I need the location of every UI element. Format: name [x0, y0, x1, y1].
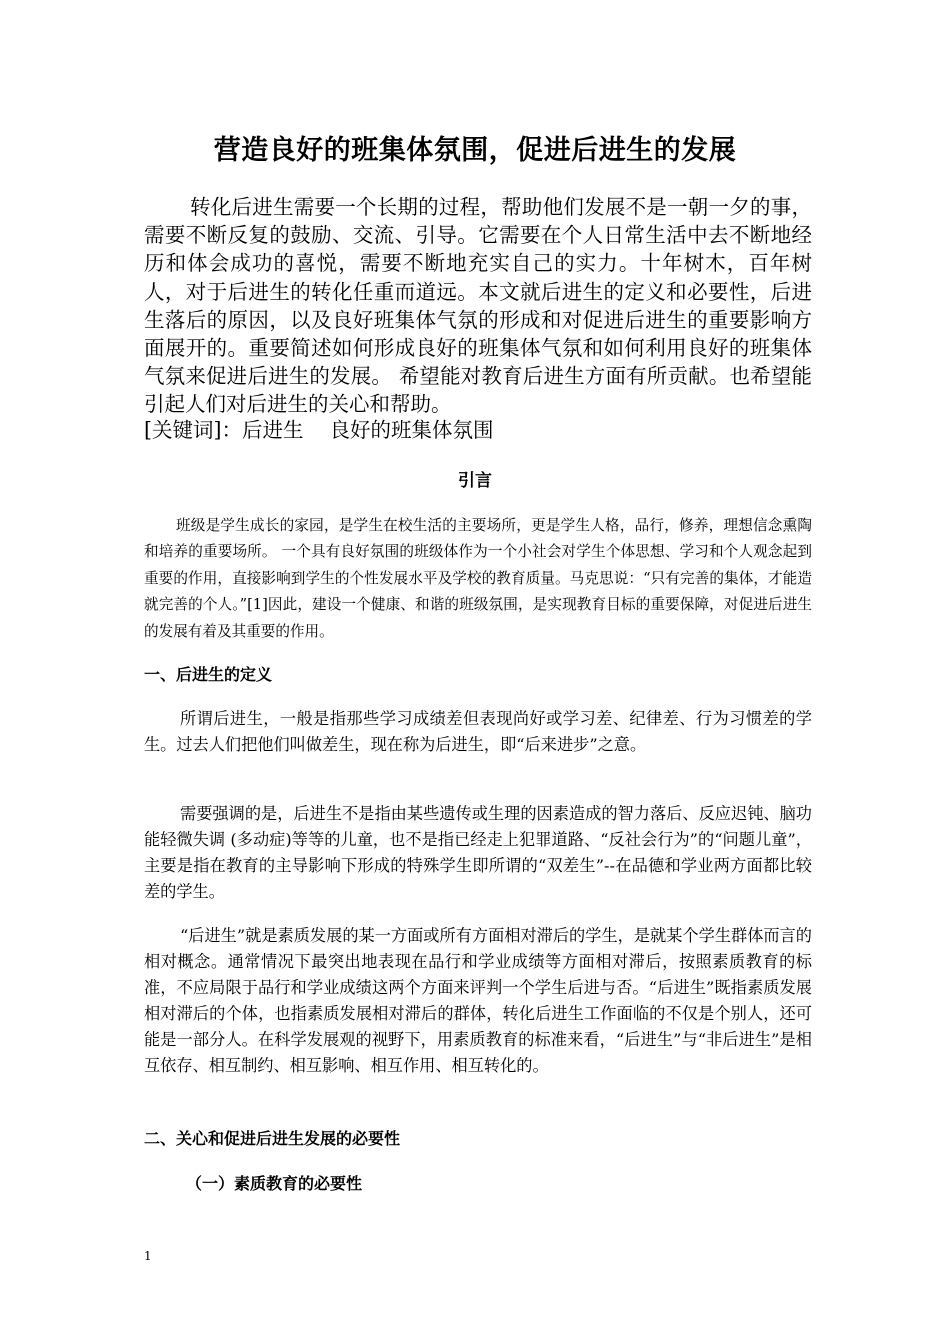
keywords-line: [关键词]：后进生 良好的班集体氛围: [144, 418, 494, 442]
section2-subheading-1: （一）素质教育的必要性: [186, 1174, 363, 1193]
intro-heading: 引言: [458, 471, 492, 491]
section2-heading: 二、关心和促进后进生发展的必要性: [144, 1129, 401, 1148]
intro-paragraph: 班级是学生成长的家园，是学生在校生活的主要场所，更是学生人格，品行，修养，理想信念熏陶和培养的重要场所。 一个具有良好氛围的班级体作为一个小社会对学生个体思想、学习和个人观念起到重要的作用，直接影响到学生的个性发展水平及学校的教育质量。马克思说：“只有完善的集体，才能造就完善的个人。”[1]因此，建设一个健康、和谐的班级氛围，是实现教育目标的重要保障，对促进后进生的发展有着及其重要的作用。: [144, 517, 812, 640]
section1-paragraph-3: “后进生”就是素质发展的某一方面或所有方面相对滞后的学生，是就某个学生群体而言的相对概念。通常情况下最突出地表现在品行和学业成绩等方面相对滞后，按照素质教育的标准，不应局限于品行和学业成绩这两个方面来评判一个学生后进与否。“后进生”既指素质发展相对滞后的个体，也指素质发展相对滞后的群体，转化后进生工作面临的不仅是个别人，还可能是一部分人。在科学发展观的视野下，用素质教育的标准来看，“后进生”与“非后进生”是相互依存、相互制约、相互影响、相互作用、相互转化的。: [144, 926, 812, 1075]
page-number: 1: [144, 1249, 152, 1263]
section1-paragraph-2: 需要强调的是，后进生不是指由某些遗传或生理的因素造成的智力落后、反应迟钝、脑功能轻微失调 (多动症)等等的儿童，也不是指已经走上犯罪道路、“反社会行为”的“问题儿童”，主要是指在教育的主导影响下形成的特殊学生即所谓的“双差生”--在品德和学业两方面都比较差的学生。: [144, 804, 812, 901]
section1-heading: 一、后进生的定义: [144, 665, 273, 684]
section1-paragraph-1: 所谓后进生，一般是指那些学习成绩差但表现尚好或学习差、纪律差、行为习惯差的学生。过去人们把他们叫做差生，现在称为后进生，即“后来进步”之意。: [144, 709, 812, 754]
document-title: 营造良好的班集体氛围，促进后进生的发展: [213, 135, 737, 166]
abstract-paragraph: 转化后进生需要一个长期的过程，帮助他们发展不是一朝一夕的事，需要不断反复的鼓励、交流、引导。它需要在个人日常生活中去不断地经历和体会成功的喜悦，需要不断地充实自己的实力。十年树木，百年树人，对于后进生的转化任重而道远。本文就后进生的定义和必要性，后进生落后的原因，以及良好班集体气氛的形成和对促进后进生的重要影响方面展开的。重要简述如何形成良好的班集体气氛和如何利用良好的班集体气氛来促进后进生的发展。 希望能对教育后进生方面有所贡献。也希望能引起人们对后进生的关心和帮助。: [144, 195, 812, 417]
